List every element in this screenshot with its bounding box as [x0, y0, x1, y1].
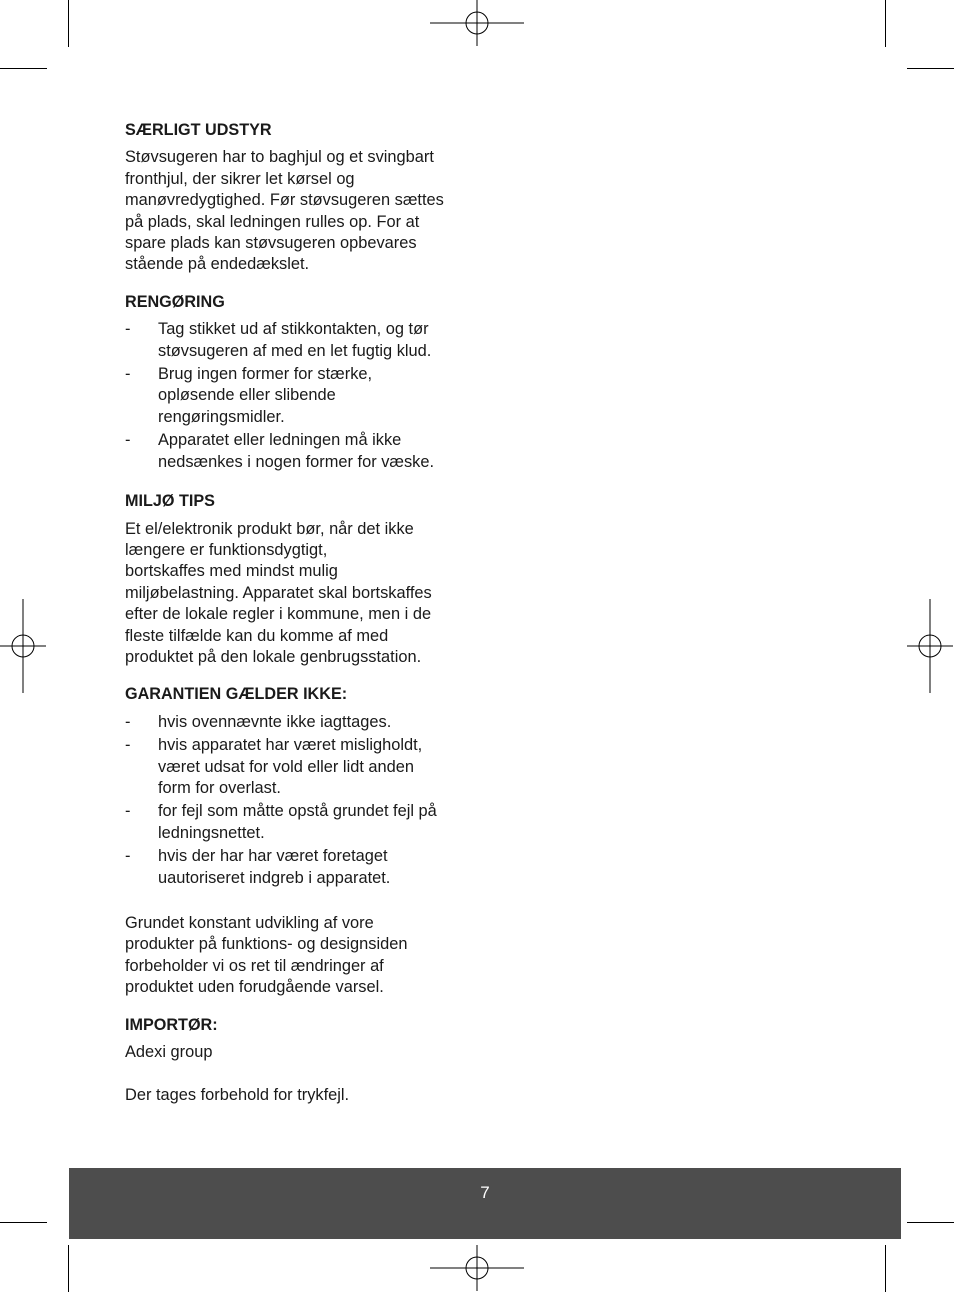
text-line: forbeholder vi os ret til ændringer af	[125, 956, 384, 975]
text-line: uautoriseret indgreb i apparatet.	[158, 868, 391, 887]
dash-bullet: -	[125, 320, 131, 339]
paragraph-environment	[125, 519, 465, 669]
text-line: hvis ovennævnte ikke iagttages.	[158, 712, 392, 731]
text-line: fleste tilfælde kan du komme af med	[125, 626, 389, 645]
text-line: produkter på funktions- og designsiden	[125, 935, 408, 954]
text-line: på plads, skal ledningen rulles op. For at	[125, 212, 420, 231]
text-line: form for overlast.	[158, 778, 281, 797]
list-item	[125, 712, 465, 733]
dash-bullet: -	[125, 431, 131, 450]
printing-disclaimer: Der tages forbehold for trykfejl.	[125, 1086, 350, 1105]
list-item	[125, 801, 465, 844]
registration-mark-icon	[430, 0, 524, 46]
crop-mark	[68, 1245, 69, 1292]
list-item	[125, 846, 465, 889]
dash-bullet: -	[125, 712, 131, 731]
section-heading-warranty: GARANTIEN GÆLDER IKKE:	[125, 685, 348, 704]
paragraph-product-changes	[125, 913, 465, 999]
dash-bullet: -	[125, 365, 131, 384]
registration-mark-icon	[430, 1245, 524, 1291]
manual-text-column	[125, 120, 465, 1107]
text-line: Grundet konstant udvikling af vore	[125, 914, 374, 932]
footer-bar	[69, 1168, 901, 1239]
text-line: stående på endedækslet.	[125, 255, 310, 274]
crop-mark	[907, 1222, 954, 1223]
text-line: for fejl som måtte opstå grundet fejl på	[158, 802, 437, 821]
crop-mark	[907, 68, 954, 69]
crop-mark	[68, 0, 69, 47]
crop-mark	[0, 68, 47, 69]
text-line: rengøringsmidler.	[158, 407, 285, 426]
section-heading-importer: IMPORTØR:	[125, 1015, 218, 1034]
list-item	[125, 364, 465, 428]
text-line: produktet på den lokale genbrugsstation.	[125, 647, 422, 666]
text-line: Brug ingen former for stærke,	[158, 365, 373, 384]
crop-mark	[885, 1245, 886, 1292]
registration-mark-icon	[0, 599, 46, 693]
text-line: miljøbelastning. Apparatet skal bortskaffes	[125, 583, 432, 602]
registration-mark-icon	[907, 599, 953, 693]
text-line: hvis der har har været foretaget	[158, 847, 388, 866]
section-heading-cleaning: RENGØRING	[125, 292, 225, 311]
text-line: opløsende eller slibende	[158, 386, 336, 405]
text-line: været udsat for vold eller lidt anden	[158, 757, 415, 776]
section-heading-equipment: SÆRLIGT UDSTYR	[125, 121, 272, 139]
text-line: produktet uden forudgående varsel.	[125, 978, 384, 997]
text-line: fronthjul, der sikrer let kørsel og	[125, 169, 355, 188]
dash-bullet: -	[125, 736, 131, 755]
text-line: bortskaffes med mindst mulig	[125, 562, 338, 581]
importer-name: Adexi group	[125, 1043, 213, 1062]
list-item	[125, 430, 465, 473]
text-line: Et el/elektronik produkt bør, når det ikke	[125, 519, 414, 538]
list-item	[125, 319, 465, 362]
warranty-list	[125, 712, 465, 889]
text-line: nedsænkes i nogen former for væske.	[158, 452, 435, 471]
text-line: Tag stikket ud af stikkontakten, og tør	[158, 320, 429, 339]
crop-mark	[0, 1222, 47, 1223]
text-line: hvis apparatet har været misligholdt,	[158, 736, 423, 755]
paragraph-equipment	[125, 147, 465, 275]
page-number: 7	[480, 1183, 490, 1202]
section-heading-environment: MILJØ TIPS	[125, 492, 215, 511]
cleaning-list	[125, 319, 465, 473]
text-line: ledningsnettet.	[158, 823, 265, 842]
text-line: længere er funktionsdygtigt,	[125, 540, 328, 559]
text-line: støvsugeren af med en let fugtig klud.	[158, 341, 432, 360]
dash-bullet: -	[125, 802, 131, 821]
dash-bullet: -	[125, 847, 131, 866]
text-line: Apparatet eller ledningen må ikke	[158, 431, 402, 450]
crop-mark	[885, 0, 886, 47]
text-line: manøvredygtighed. Før støvsugeren sættes	[125, 191, 444, 210]
text-line: Støvsugeren har to baghjul og et svingbart	[125, 148, 434, 167]
text-line: spare plads kan støvsugeren opbevares	[125, 234, 417, 253]
list-item	[125, 735, 465, 799]
text-line: efter de lokale regler i kommune, men i de	[125, 605, 432, 624]
